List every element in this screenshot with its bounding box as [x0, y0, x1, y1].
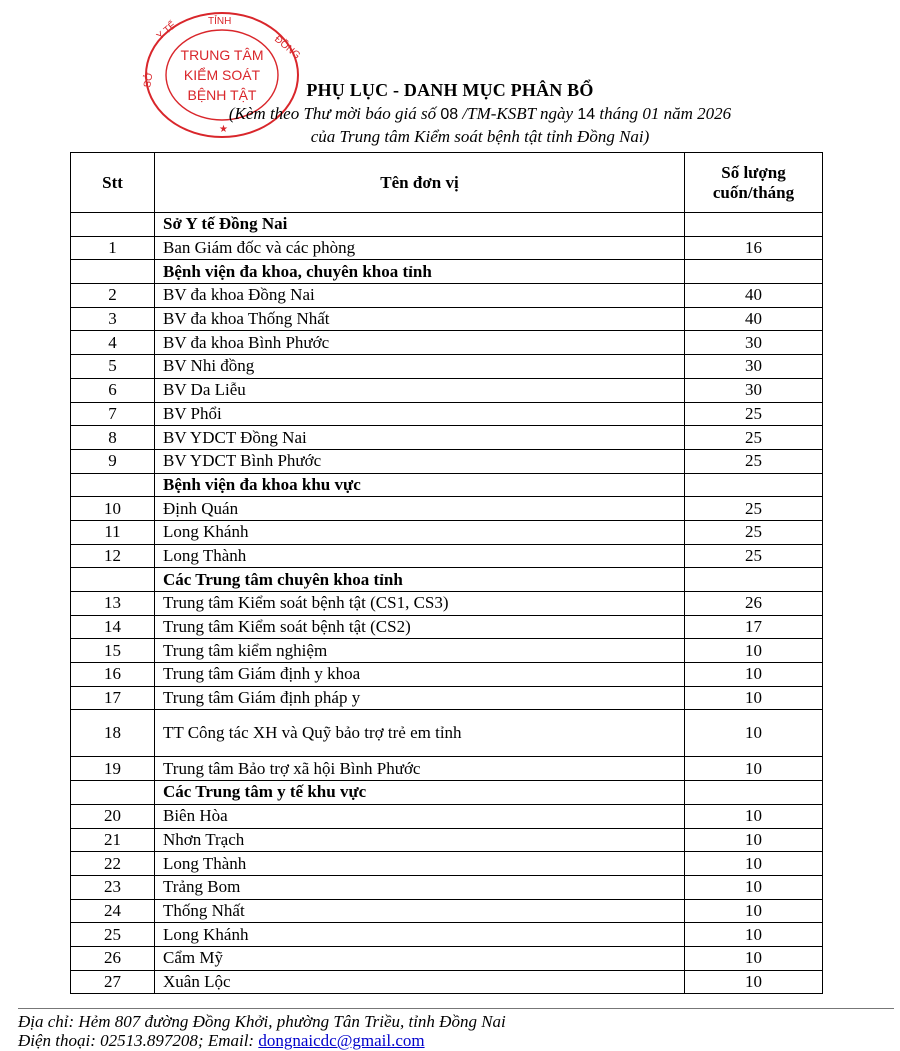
subtitle-suffix: tháng 01 năm 2026: [595, 104, 732, 123]
cell-quantity: 17: [685, 615, 823, 639]
cell-unit-name: Bệnh viện đa khoa khu vực: [155, 473, 685, 497]
cell-stt: 9: [71, 449, 155, 473]
cell-quantity: [685, 473, 823, 497]
cell-unit-name: Trung tâm Giám định y khoa: [155, 663, 685, 687]
cell-quantity: 30: [685, 378, 823, 402]
table-row: [71, 615, 823, 639]
cell-unit-name: Long Khánh: [155, 520, 685, 544]
cell-stt: [71, 568, 155, 592]
table-group-row: [71, 568, 823, 592]
cell-quantity: 30: [685, 331, 823, 355]
cell-unit-name: Biên Hòa: [155, 804, 685, 828]
cell-quantity: 25: [685, 402, 823, 426]
cell-stt: 7: [71, 402, 155, 426]
seal-left-text: SỞ: [142, 71, 156, 89]
cell-quantity: 40: [685, 284, 823, 308]
seal-center-line-1: TRUNG TÂM: [180, 47, 264, 63]
cell-stt: [71, 781, 155, 805]
cell-quantity: 25: [685, 449, 823, 473]
col-header-name: Tên đơn vị: [155, 153, 685, 213]
cell-quantity: [685, 260, 823, 284]
cell-quantity: 10: [685, 804, 823, 828]
cell-quantity: 10: [685, 639, 823, 663]
cell-stt: 10: [71, 497, 155, 521]
cell-stt: [71, 213, 155, 237]
cell-unit-name: Các Trung tâm y tế khu vực: [155, 781, 685, 805]
table-row: [71, 663, 823, 687]
cell-stt: 20: [71, 804, 155, 828]
doc-day: 14: [577, 106, 596, 123]
col-header-qty-line-2: cuốn/tháng: [712, 182, 795, 202]
cell-stt: 16: [71, 663, 155, 687]
cell-stt: 18: [71, 710, 155, 757]
cell-unit-name: Trung tâm Kiểm soát bệnh tật (CS1, CS3): [155, 592, 685, 616]
cell-unit-name: BV Da Liễu: [155, 378, 685, 402]
footer-email-link[interactable]: dongnaicdc@gmail.com: [258, 1031, 425, 1050]
allocation-table: [70, 152, 823, 994]
cell-quantity: [685, 781, 823, 805]
cell-stt: 1: [71, 236, 155, 260]
table-row: [71, 828, 823, 852]
doc-number: 08: [440, 106, 459, 123]
cell-stt: 26: [71, 946, 155, 970]
cell-stt: 5: [71, 355, 155, 379]
cell-stt: 12: [71, 544, 155, 568]
footer-contact: [18, 1031, 425, 1051]
cell-stt: 17: [71, 686, 155, 710]
table-row: [71, 592, 823, 616]
cell-stt: 27: [71, 970, 155, 994]
cell-quantity: 25: [685, 426, 823, 450]
cell-quantity: 10: [685, 663, 823, 687]
cell-unit-name: Ban Giám đốc và các phòng: [155, 236, 685, 260]
table-body: [71, 213, 823, 994]
table-row: [71, 497, 823, 521]
col-header-stt: Stt: [71, 153, 155, 213]
table-row: [71, 686, 823, 710]
cell-unit-name: BV đa khoa Đồng Nai: [155, 284, 685, 308]
cell-quantity: 25: [685, 544, 823, 568]
table-row: [71, 852, 823, 876]
cell-stt: [71, 473, 155, 497]
cell-unit-name: Long Thành: [155, 544, 685, 568]
cell-quantity: 10: [685, 923, 823, 947]
cell-unit-name: BV Nhi đồng: [155, 355, 685, 379]
cell-unit-name: Bệnh viện đa khoa, chuyên khoa tỉnh: [155, 260, 685, 284]
cell-stt: 11: [71, 520, 155, 544]
cell-quantity: 10: [685, 946, 823, 970]
cell-unit-name: BV Phổi: [155, 402, 685, 426]
table-row: [71, 757, 823, 781]
table-row: [71, 639, 823, 663]
table-row: [71, 899, 823, 923]
cell-unit-name: Sở Y tế Đồng Nai: [155, 213, 685, 237]
cell-quantity: 10: [685, 899, 823, 923]
table-row: [71, 970, 823, 994]
table-row: [71, 449, 823, 473]
document-title: PHỤ LỤC - DANH MỤC PHÂN BỔ: [306, 80, 594, 100]
footer-address: Địa chỉ: Hẻm 807 đường Đồng Khởi, phường Tân Triều, tỉnh Đồng Nai: [18, 1012, 506, 1031]
cell-stt: 8: [71, 426, 155, 450]
cell-stt: 15: [71, 639, 155, 663]
table-row: [71, 331, 823, 355]
cell-unit-name: BV đa khoa Thống Nhất: [155, 307, 685, 331]
cell-stt: 19: [71, 757, 155, 781]
cell-unit-name: BV đa khoa Bình Phước: [155, 331, 685, 355]
cell-unit-name: Trung tâm Giám định pháp y: [155, 686, 685, 710]
table-row: [71, 875, 823, 899]
seal-center-line-2: KIỂM SOÁT: [183, 67, 261, 83]
cell-stt: 3: [71, 307, 155, 331]
cell-unit-name: Trảng Bom: [155, 875, 685, 899]
cell-quantity: 10: [685, 875, 823, 899]
cell-quantity: 10: [685, 828, 823, 852]
subtitle-mid: /TM-KSBT ngày: [458, 104, 578, 123]
cell-stt: 6: [71, 378, 155, 402]
cell-unit-name: Cẩm Mỹ: [155, 946, 685, 970]
cell-unit-name: Nhơn Trạch: [155, 828, 685, 852]
cell-stt: 2: [71, 284, 155, 308]
cell-quantity: 25: [685, 520, 823, 544]
cell-quantity: [685, 568, 823, 592]
cell-unit-name: Thống Nhất: [155, 899, 685, 923]
cell-stt: 4: [71, 331, 155, 355]
table-row: [71, 284, 823, 308]
cell-quantity: 26: [685, 592, 823, 616]
table-group-row: [71, 260, 823, 284]
seal-top-text: TỈNH: [208, 16, 232, 27]
cell-unit-name: Trung tâm Kiểm soát bệnh tật (CS2): [155, 615, 685, 639]
cell-unit-name: Trung tâm kiểm nghiệm: [155, 639, 685, 663]
cell-quantity: 16: [685, 236, 823, 260]
cell-unit-name: Long Khánh: [155, 923, 685, 947]
table-row: [71, 923, 823, 947]
cell-unit-name: BV YDCT Bình Phước: [155, 449, 685, 473]
col-header-qty: [685, 153, 823, 213]
seal-star-icon: ★: [219, 124, 228, 135]
table-group-row: [71, 213, 823, 237]
table-row: [71, 355, 823, 379]
cell-quantity: [685, 213, 823, 237]
cell-unit-name: Xuân Lộc: [155, 970, 685, 994]
table-row: [71, 946, 823, 970]
table-row: [71, 402, 823, 426]
table-row: [71, 426, 823, 450]
cell-quantity: 10: [685, 970, 823, 994]
cell-quantity: 10: [685, 686, 823, 710]
table-group-row: [71, 473, 823, 497]
table-group-row: [71, 781, 823, 805]
cell-unit-name: Định Quán: [155, 497, 685, 521]
document-subtitle-line-1: [0, 104, 900, 124]
cell-stt: [71, 260, 155, 284]
cell-stt: 25: [71, 923, 155, 947]
cell-quantity: 25: [685, 497, 823, 521]
cell-quantity: 10: [685, 852, 823, 876]
table-row: [71, 710, 823, 757]
cell-stt: 22: [71, 852, 155, 876]
cell-unit-name: Các Trung tâm chuyên khoa tỉnh: [155, 568, 685, 592]
cell-quantity: 30: [685, 355, 823, 379]
subtitle-prefix: (Kèm theo Thư mời báo giá số: [228, 104, 441, 123]
table-row: [71, 307, 823, 331]
cell-unit-name: TT Công tác XH và Quỹ bảo trợ trẻ em tỉnh: [155, 710, 685, 757]
cell-stt: 14: [71, 615, 155, 639]
table-row: [71, 804, 823, 828]
col-header-qty-line-1: Số lượng: [721, 162, 786, 182]
seal-left-arc-text: Y TẾ: [154, 19, 179, 43]
cell-stt: 23: [71, 875, 155, 899]
seal-center-line-3: BỆNH TẬT: [187, 87, 257, 103]
cell-quantity: 10: [685, 710, 823, 757]
cell-unit-name: Long Thành: [155, 852, 685, 876]
cell-quantity: 40: [685, 307, 823, 331]
document-subtitle-line-2: của Trung tâm Kiểm soát bệnh tật tỉnh Đồng Nai): [310, 127, 650, 146]
cell-stt: 24: [71, 899, 155, 923]
footer-divider: [18, 1008, 894, 1009]
cell-quantity: 10: [685, 757, 823, 781]
cell-stt: 13: [71, 592, 155, 616]
footer-phone: Điện thoại: 02513.897208; Email:: [18, 1031, 259, 1050]
table-row: [71, 544, 823, 568]
table-header-row: [71, 153, 823, 213]
table-row: [71, 378, 823, 402]
cell-stt: 21: [71, 828, 155, 852]
table-row: [71, 236, 823, 260]
table-row: [71, 520, 823, 544]
seal-right-arc-text: ĐỒNG: [272, 33, 302, 62]
cell-unit-name: Trung tâm Bảo trợ xã hội Bình Phước: [155, 757, 685, 781]
cell-unit-name: BV YDCT Đồng Nai: [155, 426, 685, 450]
